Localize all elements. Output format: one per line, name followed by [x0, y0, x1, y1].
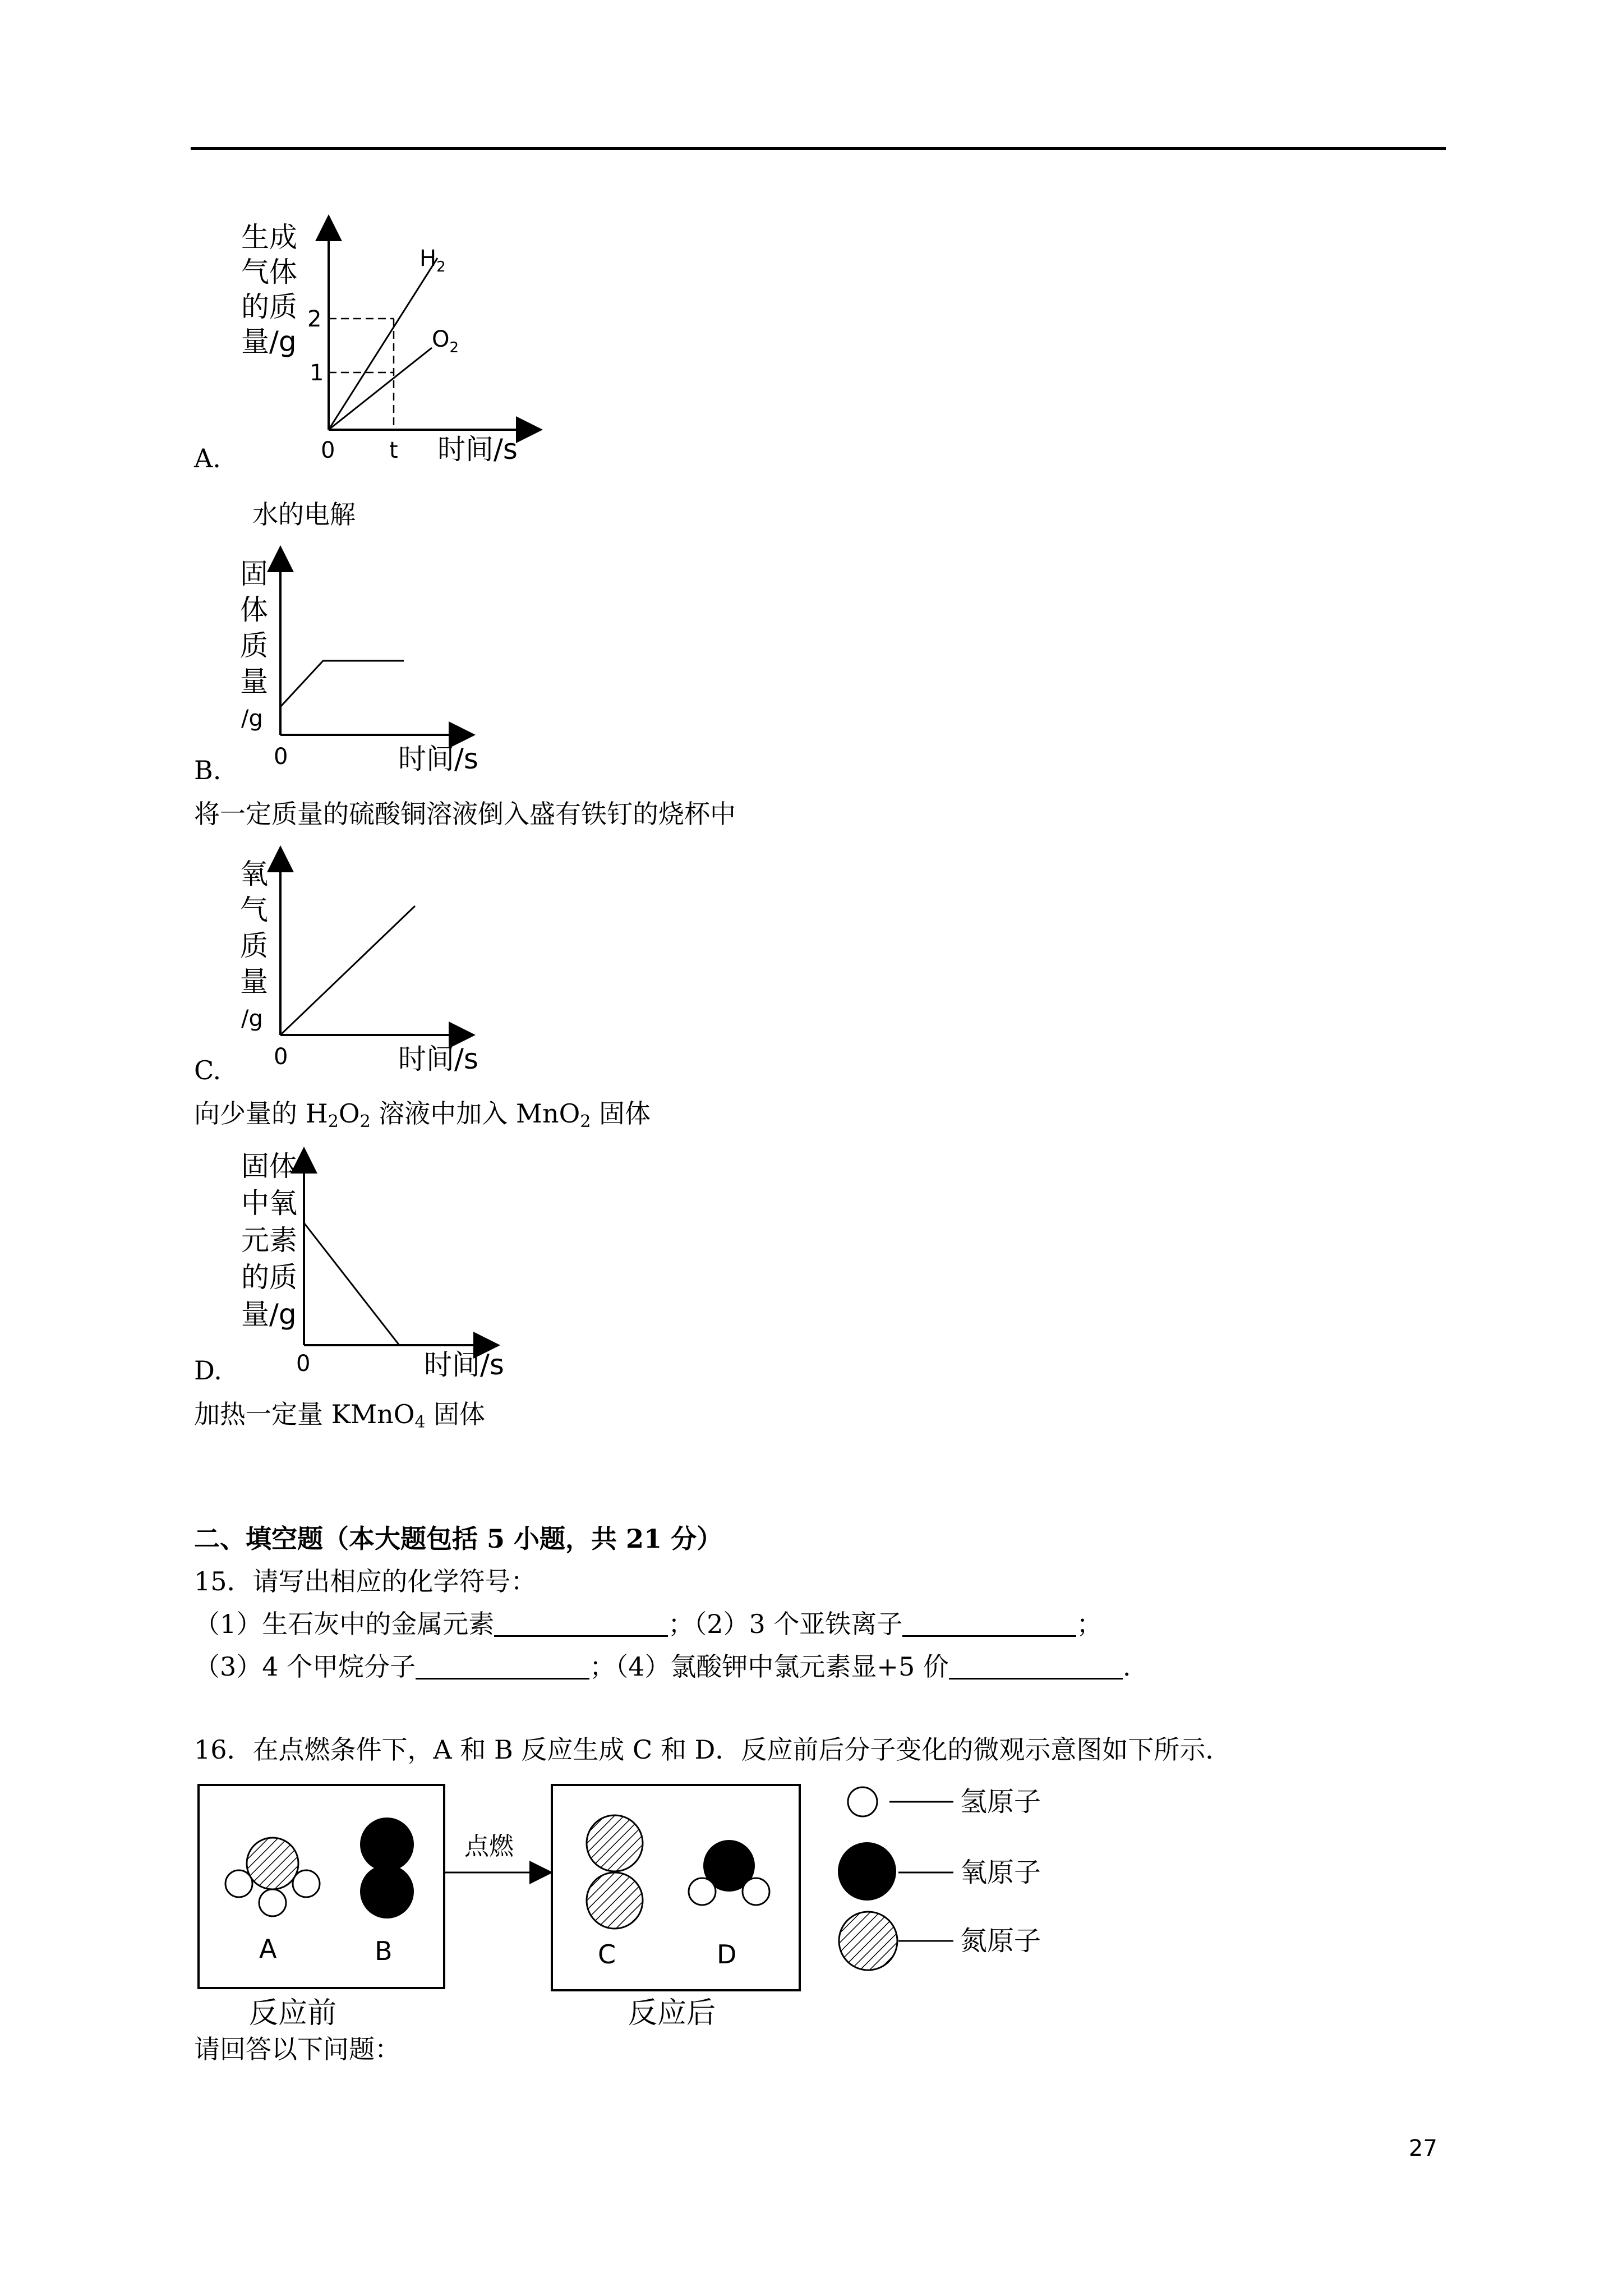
option-d-caption: 加热一定量 KMnO$_4$ 固体 [194, 1399, 486, 1432]
ylabel-a-1: 气体 [241, 256, 297, 288]
origin-b: 0 [274, 744, 288, 770]
header-rule [191, 147, 1446, 150]
ylabel-b-2: 质 [240, 629, 268, 662]
xlabel-a: 时间/s [437, 433, 518, 466]
oxygen-atom [360, 1818, 414, 1871]
arrow-label: 点燃 [464, 1832, 514, 1861]
ylabel-c-4: /g [241, 1006, 263, 1032]
q16-prompt: 请回答以下问题： [194, 2034, 400, 2064]
legend-nitrogen-swatch [839, 1912, 897, 1970]
series-h2-label: $H_2$ [419, 246, 446, 275]
ylabel-a-0: 生成 [241, 221, 297, 254]
xlabel-c: 时间/s [398, 1043, 478, 1075]
tick-x-t: t [389, 438, 398, 463]
legend-oxygen-swatch [838, 1842, 896, 1901]
graph-d [224, 1144, 538, 1386]
label-a: A [259, 1934, 277, 1964]
q16-stem: 16．在点燃条件下，A 和 B 反应生成 C 和 D．反应前后分子变化的微观示意图如下所示． [194, 1734, 1232, 1765]
page-number: 27 [1409, 2136, 1437, 2161]
section-heading: 二、填空题（本大题包括 5 小题，共 21 分） [194, 1524, 723, 1554]
option-d-letter: D. [194, 1355, 222, 1386]
hydrogen-atom [293, 1870, 320, 1897]
tick-y-2: 2 [307, 306, 322, 332]
ylabel-b-3: 量 [240, 665, 268, 698]
o2-line [329, 348, 432, 430]
legend-nitrogen-label: 氮原子 [960, 1925, 1041, 1957]
ylabel-b-0: 固 [240, 558, 268, 590]
ylabel-c-2: 质 [240, 930, 268, 962]
oxygen-atom [360, 1865, 414, 1918]
nitrogen-atom [587, 1815, 643, 1871]
label-d: D [717, 1939, 737, 1970]
hydrogen-atom [225, 1870, 252, 1897]
series-o2-label: $O_2$ [432, 326, 459, 356]
q15-line-2: （3）4 个甲烷分子 ；（4）氯酸钾中氯元素显+5 价 . [194, 1651, 1131, 1682]
nitrogen-atom [587, 1872, 643, 1929]
legend-hydrogen-swatch [848, 1787, 877, 1816]
hydrogen-atom [689, 1878, 716, 1905]
option-c-letter: C. [194, 1055, 222, 1085]
molecule-b [360, 1818, 414, 1918]
before-label: 反应前 [249, 1996, 337, 2030]
tick-y-1: 1 [310, 360, 324, 386]
answer-blank-1[interactable] [494, 1613, 668, 1637]
q15-line-1: （1）生石灰中的金属元素 ；（2）3 个亚铁离子 ； [194, 1609, 1103, 1639]
legend-hydrogen-label: 氢原子 [960, 1786, 1041, 1818]
data-line [304, 1223, 399, 1345]
hydrogen-atom [743, 1878, 769, 1905]
ylabel-d-3: 的质 [241, 1261, 297, 1294]
data-line [280, 661, 404, 707]
ylabel-d-2: 元素 [241, 1224, 297, 1257]
h2-line [329, 258, 437, 430]
answer-blank-3[interactable] [416, 1655, 589, 1680]
molecule-c [587, 1815, 643, 1929]
option-a-caption: 水的电解 [252, 499, 356, 530]
ylabel-b-1: 体 [240, 593, 268, 626]
ylabel-a-2: 的质 [241, 291, 297, 323]
option-b-letter: B. [194, 755, 222, 785]
option-c-caption: 向少量的 $H_2O_2$ 溶液中加入 MnO$_2$ 固体 [194, 1098, 651, 1131]
legend [838, 1786, 1041, 1970]
ylabel-a-3: 量/g [241, 325, 297, 358]
molecule-d [689, 1840, 769, 1905]
q15-stem: 15．请写出相应的化学符号： [194, 1566, 537, 1596]
option-a-letter: A. [194, 443, 221, 473]
graph-c [224, 844, 505, 1085]
graph-b [224, 544, 505, 785]
label-b: B [375, 1936, 393, 1966]
ylabel-b-4: /g [241, 706, 263, 731]
option-b-caption: 将一定质量的硫酸铜溶液倒入盛有铁钉的烧杯中 [194, 799, 736, 829]
origin-a: 0 [321, 438, 335, 463]
molecule-a [225, 1838, 320, 1916]
origin-d: 0 [296, 1351, 311, 1377]
ylabel-c-1: 气 [240, 894, 268, 926]
nitrogen-atom [247, 1838, 298, 1889]
ylabel-c-0: 氧 [240, 858, 268, 890]
graph-a [224, 208, 561, 471]
label-c: C [598, 1939, 616, 1970]
after-label: 反应后 [628, 1996, 716, 2030]
ylabel-d-1: 中氧 [241, 1187, 297, 1220]
answer-blank-2[interactable] [902, 1613, 1076, 1637]
legend-oxygen-label: 氧原子 [960, 1857, 1041, 1888]
ylabel-c-3: 量 [240, 965, 268, 998]
xlabel-b: 时间/s [398, 743, 478, 775]
hydrogen-atom [259, 1889, 286, 1916]
reaction-diagram [191, 1773, 1088, 2036]
answer-blank-4[interactable] [949, 1655, 1123, 1680]
xlabel-d: 时间/s [424, 1349, 504, 1381]
ylabel-d-0: 固体 [241, 1150, 297, 1182]
ylabel-d-4: 量/g [241, 1298, 297, 1331]
origin-c: 0 [274, 1044, 288, 1070]
data-line [280, 906, 415, 1035]
